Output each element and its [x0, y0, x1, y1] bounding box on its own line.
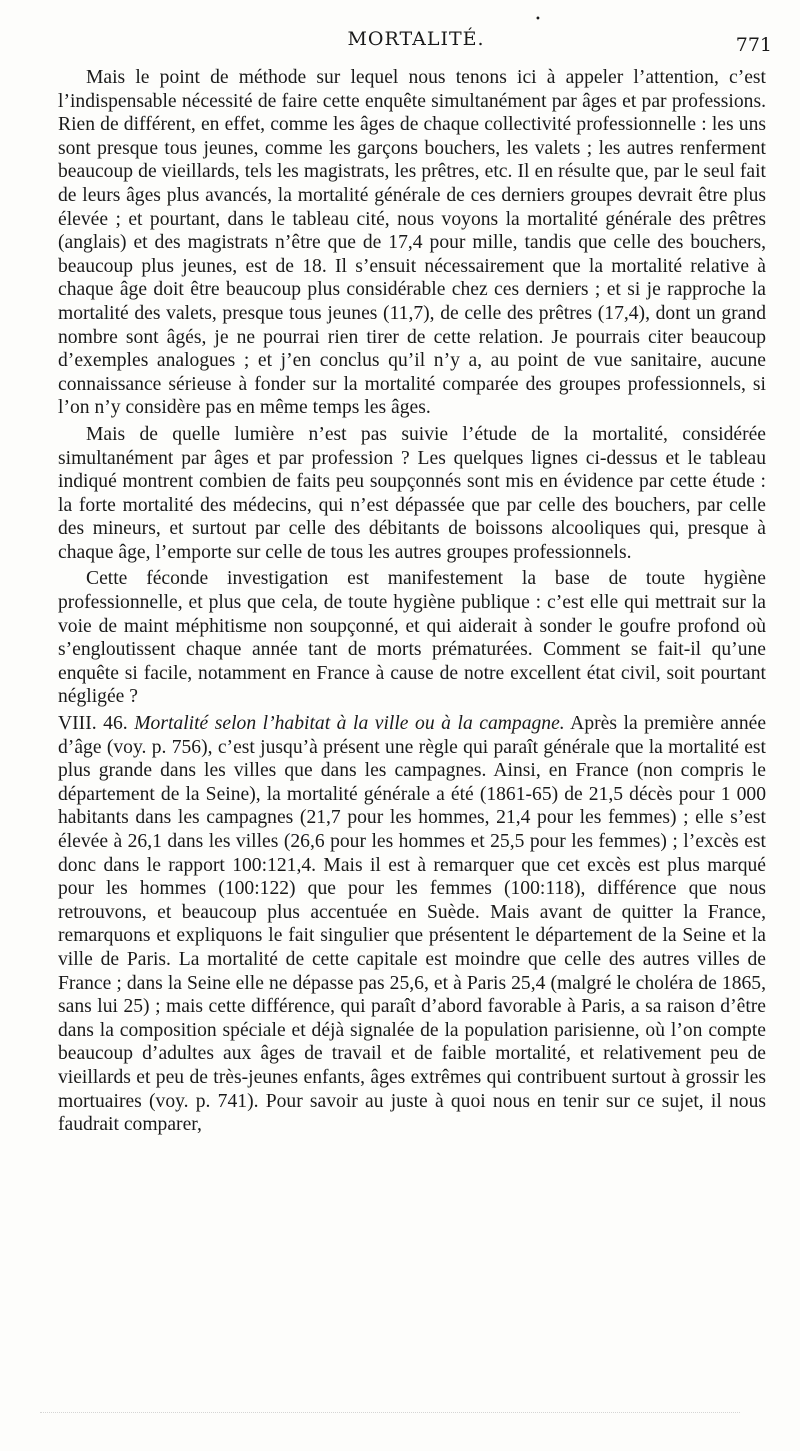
page-body — [58, 66, 766, 1140]
section-viii-46 — [58, 712, 766, 1137]
page-number: 771 — [735, 34, 772, 56]
paragraph-method: Mais le point de méthode sur lequel nous tenons ici à appeler l’attention, c’est l’indispensable nécessité de faire cette enquête simultanément par âges et par professions. Rien de différent, en effet, comme les âges de chaque collectivité professionnelle : les uns sont presque tous jeunes, comme les garçons bouchers, les valets ; les autres renferment beaucoup de vieillards, tels les magistrats, les prêtres, etc. Il en résulte que, par le seul fait de leurs âges plus avancés, la mortalité générale de ces derniers groupes devrait être plus élevée ; et pourtant, dans le tableau cité, nous voyons la mortalité générale des prêtres (anglais) et des magistrats n’être que de 17,4 pour mille, tandis que celle des bouchers, beaucoup plus jeunes, est de 18. Il s’ensuit nécessairement que la mortalité relative à chaque âge doit être beaucoup plus considérable chez ces derniers ; et si je rapproche la mortalité des valets, presque tous jeunes (11,7), de celle des prêtres (17,4), dont un grand nombre sont âgés, je ne pourrai rien tirer de cette relation. Je pourrais citer beaucoup d’exemples analogues ; et j’en conclus qu’il n’y a, au point de vue sanitaire, aucune connaissance sérieuse à fonder sur la mortalité comparée des groupes professionnels, si l’on n’y considère pas en même temps les âges. — [58, 67, 766, 419]
paragraph-investigation: Cette féconde investigation est manifestement la base de toute hygiène professionnelle, et plus que cela, de toute hygiène publique : c’est elle qui mettrait sur la voie de maint méphitisme non soupçonné, et qui aiderait à sonder le goufre profond où s’engloutissent chaque année tant de morts prématurées. Comment se fait-il qu’une enquête si facile, notamment en France à cause de notre excellent état civil, soit pourtant négligée ? — [58, 568, 766, 708]
running-title: MORTALITÉ. — [347, 28, 485, 50]
section-title: Mortalité selon l’habitat à la ville ou à la campagne. — [134, 713, 565, 735]
print-speck: • — [535, 14, 541, 25]
section-text: Après la première année d’âge (voy. p. 756), c’est jusqu’à présent une règle qui paraît générale que la mortalité est plus grande dans les villes que dans les campagnes. Ainsi, en France (non compris le département de la Seine), la mortalité générale a été (1861-65) de 21,5 décès pour 1 000 habitants dans les campagnes (21,7 pour les hommes, 21,4 pour les femmes) ; elle s’est élevée à 26,1 dans les villes (26,6 pour les hommes et 25,5 pour les femmes) ; l’excès est donc dans le rapport 100:121,4. Mais il est à remarquer que cet excès est plus marqué pour les hommes (100:122) que pour les femmes (100:118), différence que nous retrouvons, et beaucoup plus accentuée en Suède. Mais avant de quitter la France, remarquons et expliquons le fait singulier que présentent le département de la Seine et la ville de Paris. La mortalité de cette capitale est moindre que celle des autres villes de France ; dans la Seine elle ne dépasse pas 25,6, et à Paris 25,4 (malgré le choléra de 1865, sans lui 25) ; mais cette différence, qui paraît d’abord favorable à Paris, a sa raison d’être dans la composition spéciale et déjà signalée de la population parisienne, où l’on compte beaucoup d’adultes aux âges de travail et de faible mortalité, et relativement peu de vieillards et peu de très-jeunes enfants, âges extrêmes qui contribuent surtout à grossir les mortuaires (voy. p. 741). Pour savoir au juste à quoi nous en tenir sur ce sujet, il nous faudrait comparer, — [58, 713, 767, 1136]
section-number: VIII. 46. — [58, 713, 128, 735]
page-header — [60, 28, 772, 58]
paragraph-light: Mais de quelle lumière n’est pas suivie l’étude de la mortalité, considérée simultanément par âges et par profession ? Les quelques lignes ci-dessus et le tableau indiqué montrent combien de faits peu soupçonnés sont mis en évidence par cette étude : la forte mortalité des médecins, qui n’est dépassée que par celle des bouchers, par celle des mineurs, et surtout par celle des débitants de boissons alcooliques qui, presque à chaque âge, l’emporte sur celle de tous les autres groupes professionnels. — [58, 423, 766, 563]
scan-artifact-divider — [40, 1412, 740, 1423]
